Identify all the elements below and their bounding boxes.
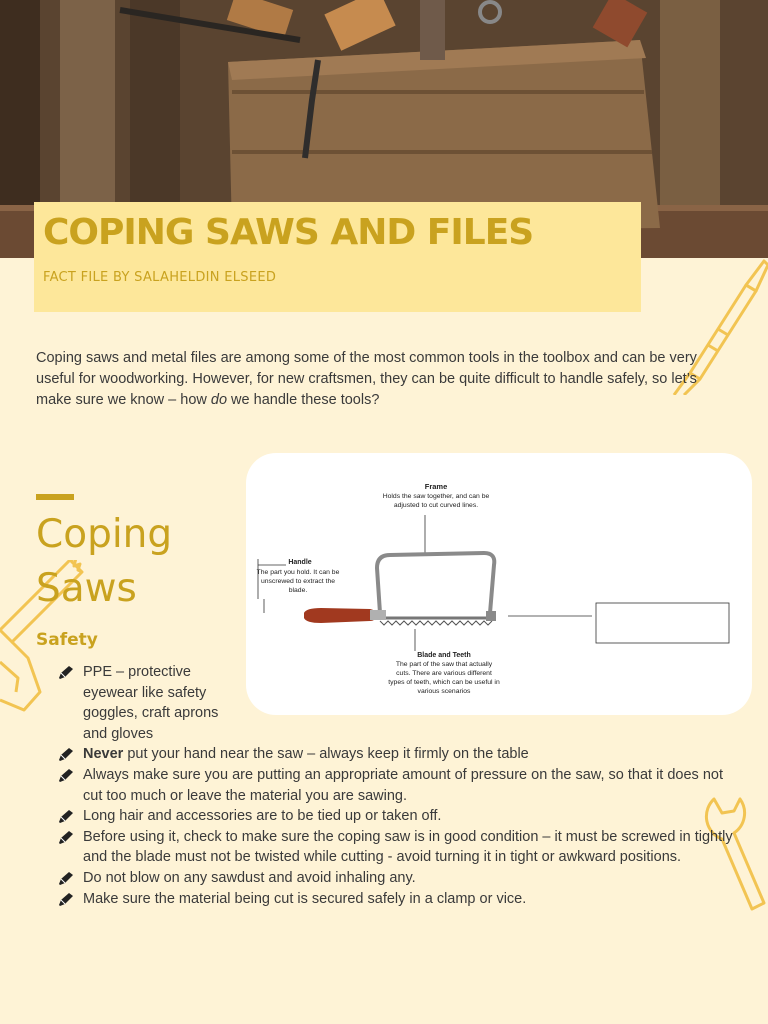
list-item-text: Before using it, check to make sure the coping saw is in good condition – it must be screwed in tightly and the blade must not be twisted while cutting - avoid turning it in tight or awkward positions. (83, 828, 733, 866)
saw-arm-screw (486, 611, 496, 621)
list-item-text: Long hair and accessories are to be tied up or taken off. (83, 808, 442, 825)
intro-text-2: we handle these tools? (227, 392, 380, 408)
frame-label-desc2: adjusted to cut curved lines. (393, 502, 479, 509)
section-title-line1: Coping (36, 512, 173, 557)
frame-label-desc1: Holds the saw together, and can be (382, 493, 490, 500)
blade-label-desc2: cuts. There are various different (396, 670, 492, 677)
list-item (58, 889, 738, 910)
pencil-icon (58, 748, 73, 761)
handle-label-desc1: The part you hold. It can be (256, 569, 340, 576)
blade-label-desc4: various scenarios (417, 688, 471, 695)
safety-list (58, 662, 738, 909)
list-item (58, 662, 233, 744)
section-title (36, 508, 172, 616)
handle-label-desc3: blade. (288, 587, 308, 594)
list-item-text: Always make sure you are putting an appropriate amount of pressure on the saw, so that it does not cut too much or leave the material you are sawing. (83, 766, 723, 804)
saw-frame (377, 553, 494, 613)
pencil-icon (58, 810, 73, 823)
blade-label-desc3: types of teeth, which can be useful in (388, 679, 500, 686)
intro-text-1: Coping saws and metal files are among some of the most common tools in the toolbox and can be very useful for woodworking. However, for new craftsmen, they can be quite difficult to handle safely, so let’s make sure we know – how (36, 350, 697, 408)
intro-emphasis: do (210, 392, 228, 408)
intro-paragraph (36, 348, 736, 411)
list-item-bold: Never (83, 746, 124, 763)
section-accent-bar (36, 494, 74, 500)
pencil-icon (58, 893, 73, 906)
blade-label-desc1: The part of the saw that actually (395, 661, 493, 668)
page-subtitle: FACT FILE BY SALAHELDIN ELSEED (43, 270, 277, 285)
blade-label-title: Blade and Teeth (417, 652, 471, 659)
list-item (58, 765, 738, 806)
list-item-text: put your hand near the saw – always keep it firmly on the table (123, 746, 529, 763)
pencil-icon (58, 666, 73, 679)
saw-teeth (380, 621, 492, 625)
safety-heading: Safety (36, 630, 98, 650)
pencil-icon (58, 872, 73, 885)
saw-handle (304, 608, 376, 623)
list-item-text: Do not blow on any sawdust and avoid inhaling any. (83, 869, 416, 886)
handle-label-desc2: unscrewed to extract the (260, 578, 336, 585)
list-item-text: Make sure the material being cut is secured safely in a clamp or vice. (83, 890, 527, 907)
list-item (58, 744, 738, 765)
section-title-line2: Saws (36, 566, 137, 611)
pencil-icon (58, 831, 73, 844)
page-title: COPING SAWS AND FILES (43, 212, 534, 253)
frame-label-title: Frame (424, 482, 448, 491)
handle-label-title: Handle (288, 559, 312, 566)
list-item (58, 827, 738, 868)
list-item (58, 806, 738, 827)
arm-label-box (596, 603, 729, 643)
saw-ferrule (370, 610, 386, 620)
list-item-text: PPE – protective eyewear like safety goggles, craft aprons and gloves (83, 664, 219, 742)
list-item (58, 868, 738, 889)
pencil-icon (58, 769, 73, 782)
